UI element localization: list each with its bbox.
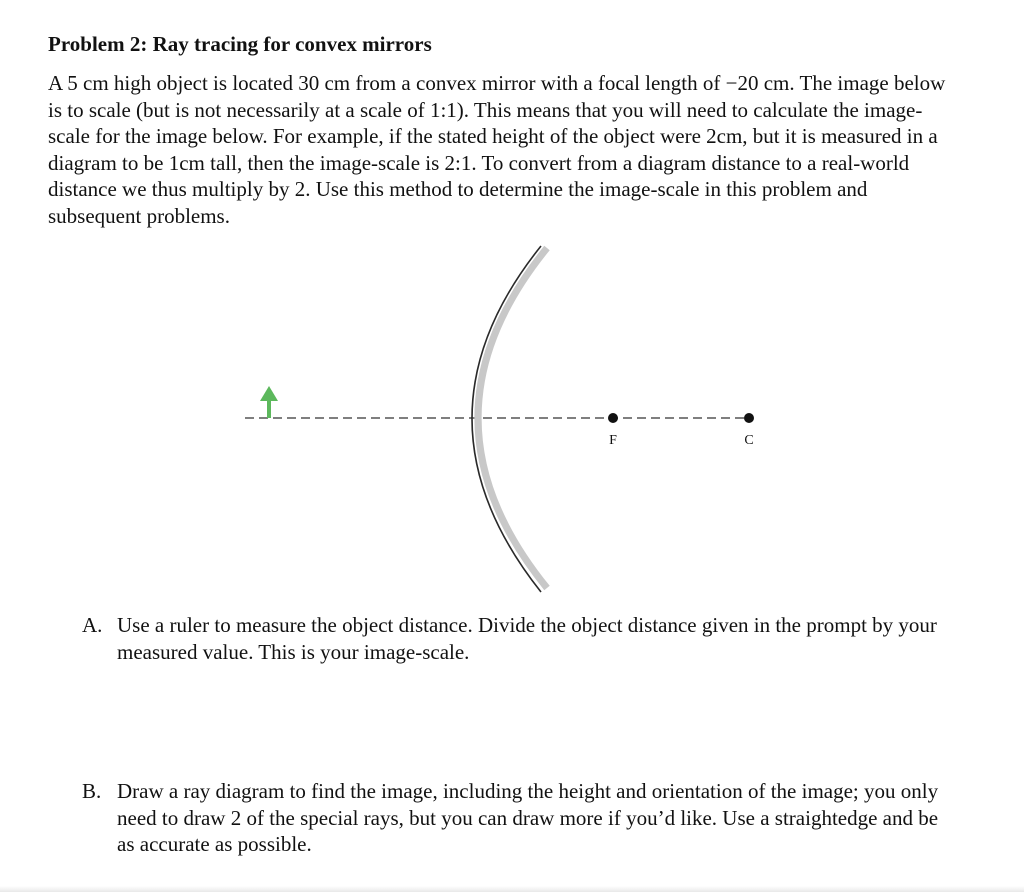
question-a-letter: A. (82, 613, 103, 637)
question-a-text: Use a ruler to measure the object distance. Divide the object distance given in the prompt by your measured value. This is your image-scale. (117, 613, 937, 664)
focal-point (608, 413, 618, 423)
problem-intro: A 5 cm high object is located 30 cm from a convex mirror with a focal length of −20 cm. The image below is to scale (but is not necessarily at a scale of 1:1). This means that you will need to calculate the image-scale for the image below. For example, if the stated height of the object were 2cm, but it is measured in a diagram to be 1cm tall, then the image-scale is 2:1. To convert from a diagram distance to a real-world distance we thus multiply by 2. Use this method to determine the image-scale in this problem and subsequent problems. (48, 71, 946, 228)
focal-point-label: F (609, 433, 617, 448)
question-b-text: Draw a ray diagram to find the image, including the height and orientation of the image; you only need to draw 2 of the special rays, but you can draw more if you’d like. Use a straightedge and be as accurate as possible. (117, 779, 939, 856)
question-b-letter: B. (82, 779, 102, 803)
problem-title: Problem 2: Ray tracing for convex mirrors (48, 32, 432, 56)
mirror-backing (478, 248, 547, 588)
page-bottom-edge (0, 886, 1024, 892)
question-a (82, 612, 952, 665)
convex-mirror (472, 246, 541, 592)
question-b (82, 778, 952, 858)
center-of-curvature-label: C (744, 433, 754, 448)
center-of-curvature-point (744, 413, 754, 423)
object-arrow (260, 386, 278, 418)
